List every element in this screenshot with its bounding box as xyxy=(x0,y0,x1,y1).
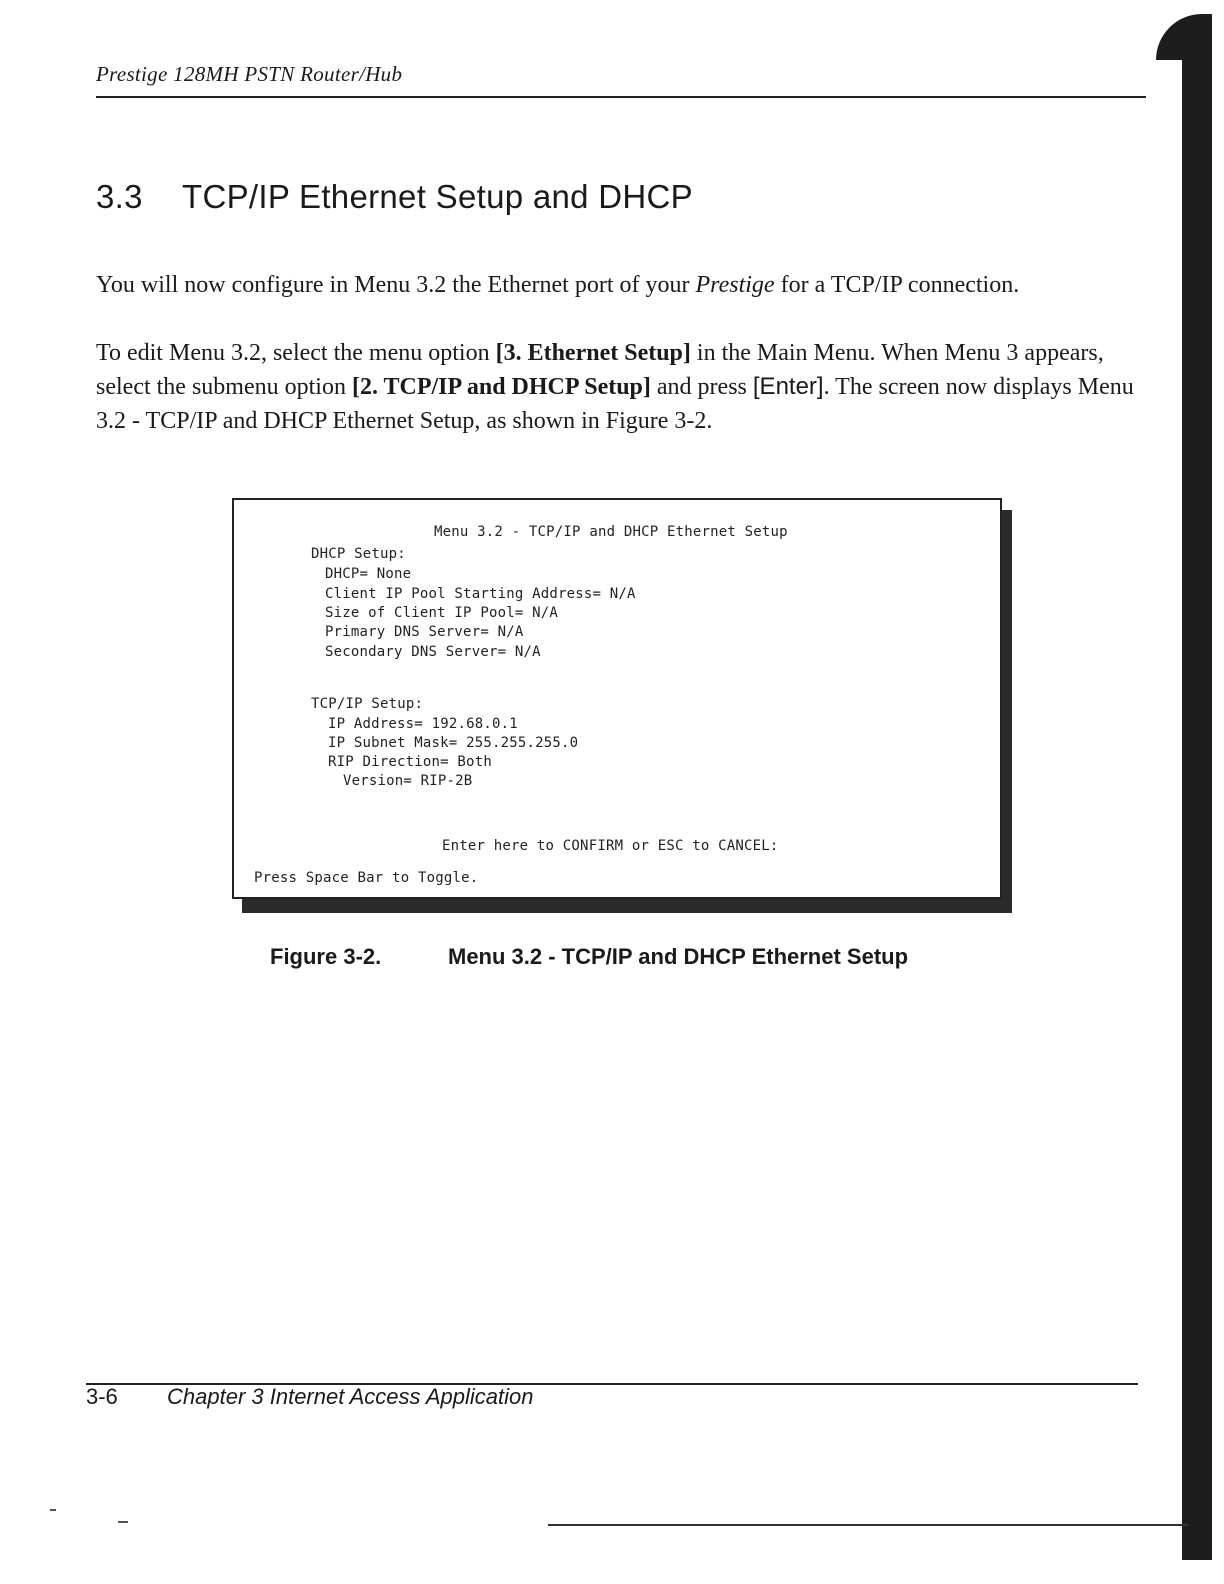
section-number: 3.3 xyxy=(96,178,143,215)
paragraph2-text-3: and press xyxy=(650,374,753,400)
ip-address-value: 192.68.0.1 xyxy=(431,716,518,732)
rip-version-field: Version= RIP-2B xyxy=(343,773,473,789)
client-ip-pool-size-field: Size of Client IP Pool= N/A xyxy=(325,605,558,621)
figure-label: Figure 3-2. xyxy=(270,944,382,969)
paragraph1-text-b: for a TCP/IP connection. xyxy=(774,272,1020,298)
paragraph2-text-2: in the Main Menu. When Menu 3 appears, select the submenu option xyxy=(96,340,1104,400)
subnet-mask-label: IP Subnet Mask= xyxy=(328,735,458,751)
paragraph2-text-1: To edit Menu 3.2, select the menu option xyxy=(96,340,496,366)
toggle-hint: Press Space Bar to Toggle. xyxy=(254,870,479,886)
confirm-prompt: Enter here to CONFIRM or ESC to CANCEL: xyxy=(442,838,779,854)
submenu-option-tcpip-dhcp: [2. TCP/IP and DHCP Setup] xyxy=(351,374,651,400)
subnet-mask-field xyxy=(328,735,578,751)
subnet-mask-value: 255.255.255.0 xyxy=(466,735,579,751)
primary-dns-field: Primary DNS Server= N/A xyxy=(325,624,524,640)
rip-direction-field: RIP Direction= Both xyxy=(328,754,492,770)
ip-address-label: IP Address= xyxy=(328,716,423,732)
scan-bottom-line xyxy=(548,1524,1188,1526)
menu-title: Menu 3.2 - TCP/IP and DHCP Ethernet Setup xyxy=(434,524,788,540)
header-title: Prestige 128MH PSTN Router/Hub xyxy=(96,62,403,86)
terminal-screen xyxy=(232,498,1002,899)
header-rule xyxy=(96,96,1146,98)
section-title: TCP/IP Ethernet Setup and DHCP xyxy=(182,178,693,215)
figure-caption: Menu 3.2 - TCP/IP and DHCP Ethernet Setup xyxy=(448,944,909,969)
intro-paragraph xyxy=(96,268,1146,302)
binding-edge xyxy=(1182,20,1212,1560)
tcpip-setup-heading: TCP/IP Setup: xyxy=(311,696,424,712)
scan-speck xyxy=(118,1521,128,1523)
ip-address-field xyxy=(328,716,518,732)
chapter-title: Chapter 3 Internet Access Application xyxy=(167,1384,534,1409)
page-number: 3-6 xyxy=(86,1384,118,1409)
menu-option-ethernet-setup: [3. Ethernet Setup] xyxy=(495,340,691,366)
dhcp-setup-heading: DHCP Setup: xyxy=(311,546,406,562)
paragraph1-text-a: You will now configure in Menu 3.2 the Ethernet port of your xyxy=(96,272,696,298)
client-ip-pool-start-field: Client IP Pool Starting Address= N/A xyxy=(325,586,636,602)
paragraph1-product-name: Prestige xyxy=(695,272,775,298)
section-heading xyxy=(96,178,693,216)
scan-speck xyxy=(50,1509,56,1511)
enter-key-label: [Enter] xyxy=(752,373,824,400)
secondary-dns-field: Secondary DNS Server= N/A xyxy=(325,644,541,660)
paragraph2-text-4: . The screen now displays Menu 3.2 - TCP/IP and DHCP Ethernet Setup, as shown in Figure 3-2. xyxy=(96,374,1134,434)
instructions-paragraph xyxy=(96,336,1146,438)
dhcp-field: DHCP= None xyxy=(325,566,412,582)
